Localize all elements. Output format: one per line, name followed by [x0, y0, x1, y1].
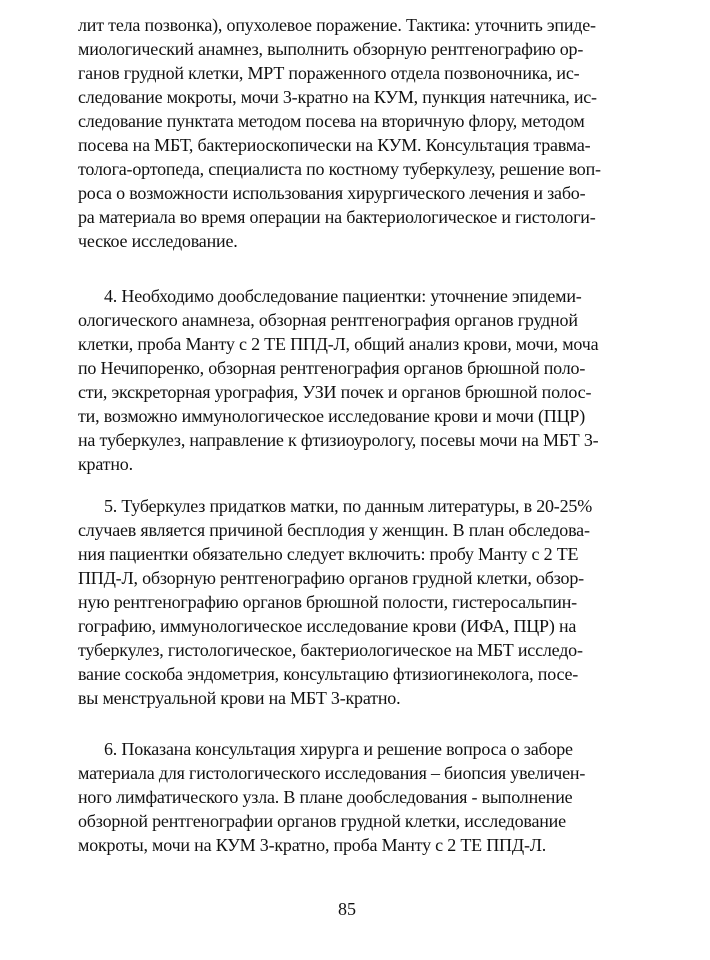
text-line: 6. Показана консультация хирурга и решение вопроса о заборе: [104, 739, 573, 759]
text-line: обзорной рентгенографии органов грудной клетки, исследование: [78, 811, 566, 831]
text-line: 4. Необходимо дообследование пациентки: уточнение эпидеми-: [104, 286, 582, 306]
text-line: миологический анамнез, выполнить обзорную рентгенографию ор-: [78, 39, 584, 59]
text-line: ную рентгенографию органов брюшной полости, гистеросальпин-: [78, 592, 577, 612]
text-line: ния пациентки обязательно следует включить: пробу Манту с 2 ТЕ: [78, 544, 579, 564]
text-line: по Нечипоренко, обзорная рентгенография органов брюшной поло-: [78, 358, 586, 378]
text-line: гографию, иммунологическое исследование крови (ИФА, ПЦР) на: [78, 616, 577, 636]
text-line: сти, экскреторная урография, УЗИ почек и органов брюшной полос-: [78, 382, 592, 402]
text-line: на туберкулез, направление к фтизиоурологу, посевы мочи на МБТ 3-: [78, 430, 599, 450]
text-line: ганов грудной клетки, МРТ пораженного отдела позвоночника, ис-: [78, 63, 580, 83]
text-line: ологического анамнеза, обзорная рентгенография органов грудной: [78, 310, 578, 330]
text-line: туберкулез, гистологическое, бактериологическое на МБТ исследо-: [78, 640, 583, 660]
text-line: лит тела позвонка), опухолевое поражение. Тактика: уточнить эпиде-: [78, 15, 596, 35]
text-line: клетки, проба Манту с 2 ТЕ ППД-Л, общий анализ крови, мочи, моча: [78, 334, 599, 354]
text-line: следование мокроты, мочи 3-кратно на КУМ, пункция натечника, ис-: [78, 87, 597, 107]
text-line: случаев является причиной бесплодия у женщин. В план обследова-: [78, 520, 590, 540]
text-line: кратно.: [78, 454, 133, 474]
text-line: ного лимфатического узла. В плане дообследования - выполнение: [78, 787, 573, 807]
text-line: 5. Туберкулез придатков матки, по данным литературы, в 20-25%: [104, 496, 592, 516]
text-line: вы менструальной крови на МБТ 3-кратно.: [78, 688, 401, 708]
text-line: ческое исследование.: [78, 231, 238, 251]
text-line: следование пунктата методом посева на вторичную флору, методом: [78, 111, 585, 131]
page-number: 85: [338, 899, 356, 919]
text-line: материала для гистологического исследования – биопсия увеличен-: [78, 763, 586, 783]
text-line: вание соскоба эндометрия, консультацию фтизиогинеколога, посе-: [78, 664, 579, 684]
text-line: роса о возможности использования хирургического лечения и забо-: [78, 183, 586, 203]
text-line: ППД-Л, обзорную рентгенографию органов грудной клетки, обзор-: [78, 568, 584, 588]
text-line: ти, возможно иммунологическое исследование крови и мочи (ПЦР): [78, 406, 585, 426]
text-line: посева на МБТ, бактериоскопически на КУМ. Консультация травма-: [78, 135, 591, 155]
text-line: мокроты, мочи на КУМ 3-кратно, проба Манту с 2 ТЕ ППД-Л.: [78, 835, 547, 855]
text-line: ра материала во время операции на бактериологическое и гистологи-: [78, 207, 596, 227]
text-line: толога-ортопеда, специалиста по костному туберкулезу, решение воп-: [78, 159, 601, 179]
